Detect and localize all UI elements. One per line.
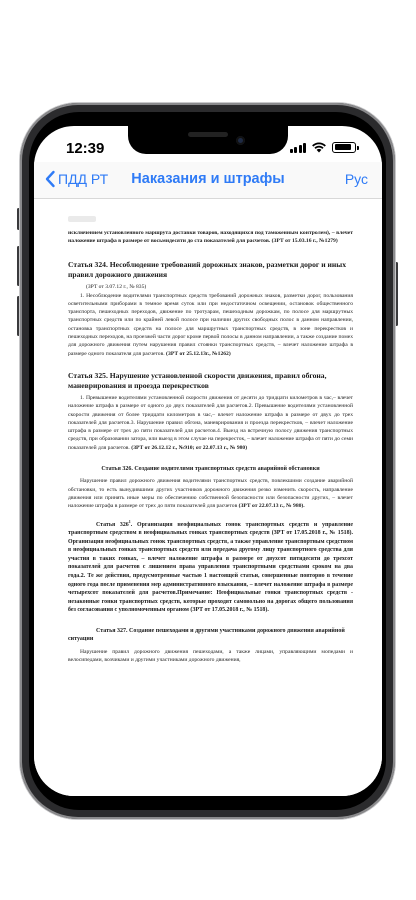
article-327-text: Нарушение правил дорожного движения пешеходами, а также лицами, управляющими мопедами и велосипедами, возчиками и другими участниками дорожного движения,: [68, 648, 353, 663]
article-324-heading: Статья 324. Несоблюдение требований дорожных знаков, разметки дорог и иных правил дорожного движения: [68, 259, 347, 280]
article-326-1-body: . Организация неофициальных гонок транспортных средств и управление транспортным средством в неофициальных гонках транспортных средств (ЗРТ от 17.05.2018 г., № 1518). Организация неофициальных гонок транспортных средств, а также управление транспортным средством в неофициальных гонках транспортных средств или передача другому лицу транспортного средства для участия в таких гонках, – влечет наложение штрафа в размере от двухсот пятидесяти до трехсот показателей для расчетов с лишением права управления транспортными средствами сроком на два года.2. Те же действия, предусмотренные частью 1 настоящей статьи, совершенные повторно в течение одного года после применения мер административного взыскания, – влечет наложение штрафа в размере четырехсот показателей для расчетов.Примечание: Неофициальные гонки транспортных средств - незаконные гонки транспортных средств, которые проходят самовольно на дорогах общего пользования без согласования с уполномоченным органом (ЗРТ от 17.05.2018 г., № 1518).: [68, 521, 353, 614]
article-326-text: [68, 477, 353, 510]
article-324-text: [68, 292, 353, 358]
status-time: 12:39: [66, 140, 105, 157]
paragraph-top: [68, 229, 353, 246]
document-page: [68, 199, 353, 664]
article-326-heading: Статья 326. Создание водителями транспортных средств аварийной обстановки: [101, 466, 320, 473]
wifi-icon: [311, 141, 327, 153]
article-325-text: [68, 394, 353, 452]
article-326-body-ref: (ЗРТ от 22.07.13 г., № 980).: [237, 503, 305, 510]
side-button-right: [395, 262, 398, 326]
article-326-1-sup: 1: [128, 518, 131, 524]
article-325-body: 1. Превышение водителями установленной скорости движения от десяти до тридцати километров в час,– влечет наложение штрафа в размере от одного до двух показателей для расчетов.2. Превышение водителями установленной скорости движения от более тридцати километров в час,– влечет наложение штрафа в размере от двух до трех показателей для расчетов.3. Нарушение правил обгона, маневрирования и проезда перекрестков, – влечет наложение штрафа в размере от трех до пяти показателей для расчетов.4. Выезд на встречную полосу движения транспортных средств, при образовании затора, или выезд в этом случае на перекресток, – влечет наложение штрафа от пяти до семи показателей для расчетов.: [68, 394, 353, 451]
article-326-1-title: Статья 326: [96, 521, 129, 528]
article-324-body: 1. Несоблюдение водителями транспортных средств требований дорожных знаков, разметки дорог, пользования осветительными приборами в темное время суток или при недостаточном освещении, остановок общественного транспорта, пешеходных переходов, движение по тротуарам, пешеходным дорожкам, по полосе для маршрутных транспортных средств или по крайней левой полосе при наличии других свободных полос в данном направлении, остановка транспортных средств на полосе для маршрутных транспортных средств, в зоне перекрестков и пешеходных переходов, на проезжей части дорог кроме первой полосы в данном направлении, а также создание помех для дорожного движения путем нарушения правил стоянки транспортных средств, – влечет наложение штрафа в размере одного показателя для расчетов.: [68, 292, 353, 357]
front-camera-icon: [236, 136, 245, 145]
status-icons: [290, 141, 357, 153]
faded-header: [68, 209, 353, 223]
language-button[interactable]: Рус: [344, 171, 368, 187]
document-view[interactable]: [34, 199, 382, 796]
article-326-body: Нарушение правил дорожного движения водителями транспортных средств, повлекшими создание аварийной обстановки, то есть вынудившими других участников дорожного движения резко изменить скорость, направление движения или принять иные меры по обеспечению собственной безопасности или безопасности других, – влечет наложение штрафа в размере от трех до пяти показателей для расчетов: [68, 478, 353, 510]
battery-fill: [335, 144, 351, 150]
page-title: Наказания и штрафы: [131, 171, 285, 187]
back-button-label: ПДД РТ: [58, 171, 109, 187]
battery-icon: [332, 142, 356, 153]
notch: [128, 126, 288, 154]
cellular-signal-icon: [290, 142, 307, 153]
article-325-heading: Статья 325. Нарушение установленной скорости движения, правил обгона, маневрирования и проезда перекрестков: [68, 370, 327, 391]
speaker-grille: [188, 132, 228, 137]
paragraph-top-text: исключением установленного маршрута доставки товаров, находящихся под таможенным контролем), – влечет наложение штрафа в размере от восьмидесяти до ста показателей для расчетов.: [68, 230, 353, 245]
article-327-heading: Статья 327. Создание пешеходами и другими участниками дорожного движения аварийной ситуации: [68, 628, 345, 643]
article-325-body-ref: (ЗРТ от 26.12.12 г., №910; от 22.07.13 г., № 980): [129, 444, 248, 451]
paragraph-top-ref: (ЗРТ от 15.03.16 г., №1279): [270, 238, 338, 245]
navigation-bar: [34, 162, 382, 199]
article-324-ref: (ЗРТ от 3.07.12 г., № 835): [86, 283, 147, 290]
phone-screen: [34, 126, 382, 796]
article-324-body-ref: (ЗРТ от 25.12.13г., №1262): [164, 350, 231, 357]
article-326-1-text: [68, 518, 353, 616]
